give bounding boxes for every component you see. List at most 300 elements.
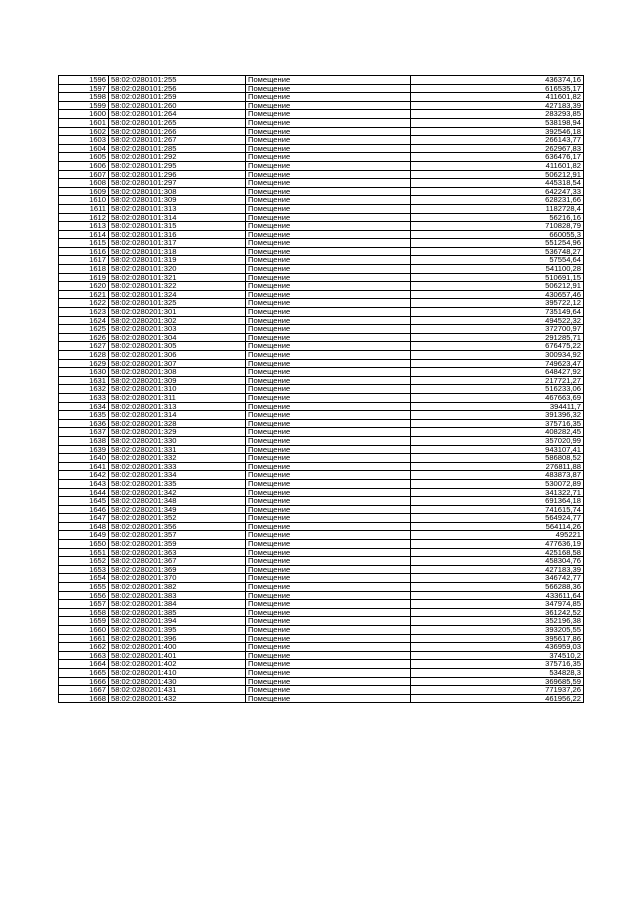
table-row [59,393,584,402]
object-type-cell: Помещение [246,505,411,514]
row-number-cell: 1611 [59,204,109,213]
table-row [59,118,584,127]
cadastral-number-cell: 58:02:0280201:331 [109,445,246,454]
object-type-cell: Помещение [246,308,411,317]
table-row [59,325,584,334]
table-row [59,161,584,170]
cadastral-number-cell: 58:02:0280101:264 [109,110,246,119]
cadastral-value-cell: 393205,55 [411,626,584,635]
row-number-cell: 1615 [59,239,109,248]
cadastral-number-cell: 58:02:0280201:348 [109,497,246,506]
cadastral-value-cell: 494522,32 [411,316,584,325]
table-row [59,600,584,609]
table-row [59,351,584,360]
table-row [59,660,584,669]
table-body [59,76,584,703]
row-number-cell: 1614 [59,230,109,239]
row-number-cell: 1641 [59,462,109,471]
row-number-cell: 1629 [59,359,109,368]
row-number-cell: 1628 [59,351,109,360]
cadastral-number-cell: 58:02:0280201:369 [109,565,246,574]
cadastral-number-cell: 58:02:0280201:314 [109,411,246,420]
row-number-cell: 1608 [59,179,109,188]
object-type-cell: Помещение [246,161,411,170]
cadastral-value-cell: 749623,47 [411,359,584,368]
object-type-cell: Помещение [246,522,411,531]
row-number-cell: 1627 [59,342,109,351]
table-row [59,273,584,282]
row-number-cell: 1662 [59,643,109,652]
cadastral-number-cell: 58:02:0280101:319 [109,256,246,265]
cadastral-value-cell: 495221 [411,531,584,540]
table-row [59,454,584,463]
cadastral-value-cell: 628231,66 [411,196,584,205]
cadastral-value-cell: 56216,16 [411,213,584,222]
row-number-cell: 1642 [59,471,109,480]
table-row [59,308,584,317]
table-row [59,127,584,136]
cadastral-value-cell: 427183,39 [411,101,584,110]
cadastral-number-cell: 58:02:0280101:320 [109,265,246,274]
cadastral-value-cell: 710828,79 [411,222,584,231]
table-row [59,84,584,93]
cadastral-number-cell: 58:02:0280201:396 [109,634,246,643]
cadastral-number-cell: 58:02:0280201:308 [109,368,246,377]
cadastral-value-cell: 458304,76 [411,557,584,566]
cadastral-value-cell: 483873,87 [411,471,584,480]
table-row [59,290,584,299]
cadastral-value-cell: 346742,77 [411,574,584,583]
object-type-cell: Помещение [246,531,411,540]
cadastral-number-cell: 58:02:0280101:267 [109,136,246,145]
cadastral-value-cell: 538198,94 [411,118,584,127]
cadastral-number-cell: 58:02:0280101:255 [109,76,246,85]
cadastral-number-cell: 58:02:0280101:295 [109,161,246,170]
cadastral-value-cell: 477636,19 [411,540,584,549]
row-number-cell: 1624 [59,316,109,325]
table-row [59,583,584,592]
cadastral-number-cell: 58:02:0280201:301 [109,308,246,317]
object-type-cell: Помещение [246,196,411,205]
row-number-cell: 1645 [59,497,109,506]
row-number-cell: 1637 [59,428,109,437]
object-type-cell: Помещение [246,187,411,196]
row-number-cell: 1634 [59,402,109,411]
row-number-cell: 1602 [59,127,109,136]
object-type-cell: Помещение [246,265,411,274]
table-row [59,359,584,368]
row-number-cell: 1664 [59,660,109,669]
table-row [59,144,584,153]
object-type-cell: Помещение [246,359,411,368]
object-type-cell: Помещение [246,651,411,660]
table-row [59,101,584,110]
object-type-cell: Помещение [246,93,411,102]
object-type-cell: Помещение [246,608,411,617]
row-number-cell: 1650 [59,540,109,549]
object-type-cell: Помещение [246,600,411,609]
row-number-cell: 1661 [59,634,109,643]
table-row [59,471,584,480]
cadastral-value-cell: 357020,99 [411,436,584,445]
object-type-cell: Помещение [246,325,411,334]
cadastral-value-cell: 411601,82 [411,161,584,170]
cadastral-value-cell: 369685,59 [411,677,584,686]
table-row [59,557,584,566]
cadastral-value-cell: 943107,41 [411,445,584,454]
table-row [59,445,584,454]
object-type-cell: Помещение [246,540,411,549]
row-number-cell: 1599 [59,101,109,110]
table-row [59,574,584,583]
cadastral-value-cell: 467663,69 [411,393,584,402]
row-number-cell: 1596 [59,76,109,85]
row-number-cell: 1609 [59,187,109,196]
table-row [59,497,584,506]
table-row [59,548,584,557]
table-row [59,136,584,145]
cadastral-number-cell: 58:02:0280201:342 [109,488,246,497]
cadastral-number-cell: 58:02:0280201:332 [109,454,246,463]
cadastral-number-cell: 58:02:0280201:302 [109,316,246,325]
object-type-cell: Помещение [246,479,411,488]
cadastral-value-cell: 375716,35 [411,419,584,428]
object-type-cell: Помещение [246,230,411,239]
cadastral-value-cell: 217721,27 [411,376,584,385]
table-row [59,265,584,274]
table-row [59,488,584,497]
object-type-cell: Помещение [246,136,411,145]
row-number-cell: 1604 [59,144,109,153]
cadastral-value-cell: 445318,54 [411,179,584,188]
row-number-cell: 1651 [59,548,109,557]
row-number-cell: 1603 [59,136,109,145]
table-row [59,110,584,119]
table-row [59,368,584,377]
table-row [59,179,584,188]
row-number-cell: 1640 [59,454,109,463]
cadastral-value-cell: 262967,83 [411,144,584,153]
cadastral-number-cell: 58:02:0280201:304 [109,333,246,342]
row-number-cell: 1663 [59,651,109,660]
table-row [59,591,584,600]
object-type-cell: Помещение [246,634,411,643]
cadastral-number-cell: 58:02:0280201:335 [109,479,246,488]
object-type-cell: Помещение [246,351,411,360]
object-type-cell: Помещение [246,282,411,291]
table-row [59,230,584,239]
row-number-cell: 1617 [59,256,109,265]
row-number-cell: 1649 [59,531,109,540]
cadastral-value-cell: 283293,85 [411,110,584,119]
object-type-cell: Помещение [246,643,411,652]
cadastral-value-cell: 616535,17 [411,84,584,93]
table-row [59,385,584,394]
cadastral-number-cell: 58:02:0280201:306 [109,351,246,360]
cadastral-value-cell: 506212,91 [411,282,584,291]
cadastral-value-cell: 427183,39 [411,565,584,574]
row-number-cell: 1622 [59,299,109,308]
object-type-cell: Помещение [246,342,411,351]
object-type-cell: Помещение [246,497,411,506]
cadastral-number-cell: 58:02:0280201:402 [109,660,246,669]
object-type-cell: Помещение [246,548,411,557]
table-row [59,436,584,445]
row-number-cell: 1610 [59,196,109,205]
cadastral-value-cell: 391396,32 [411,411,584,420]
cadastral-value-cell: 461956,22 [411,694,584,703]
object-type-cell: Помещение [246,316,411,325]
cadastral-number-cell: 58:02:0280101:308 [109,187,246,196]
cadastral-number-cell: 58:02:0280101:315 [109,222,246,231]
row-number-cell: 1633 [59,393,109,402]
row-number-cell: 1616 [59,247,109,256]
row-number-cell: 1665 [59,668,109,677]
cadastral-number-cell: 58:02:0280201:311 [109,393,246,402]
object-type-cell: Помещение [246,454,411,463]
object-type-cell: Помещение [246,127,411,136]
cadastral-number-cell: 58:02:0280201:367 [109,557,246,566]
table-row [59,316,584,325]
object-type-cell: Помещение [246,574,411,583]
table-row [59,256,584,265]
cadastral-number-cell: 58:02:0280201:410 [109,668,246,677]
table-row [59,686,584,695]
object-type-cell: Помещение [246,385,411,394]
cadastral-value-cell: 347974,85 [411,600,584,609]
cadastral-value-cell: 541100,28 [411,265,584,274]
table-row [59,222,584,231]
object-type-cell: Помещение [246,273,411,282]
table-row [59,282,584,291]
cadastral-value-cell: 586808,52 [411,454,584,463]
row-number-cell: 1597 [59,84,109,93]
object-type-cell: Помещение [246,256,411,265]
cadastral-number-cell: 58:02:0280201:382 [109,583,246,592]
cadastral-number-cell: 58:02:0280101:316 [109,230,246,239]
cadastral-number-cell: 58:02:0280201:357 [109,531,246,540]
cadastral-number-cell: 58:02:0280201:395 [109,626,246,635]
cadastral-value-cell: 506212,91 [411,170,584,179]
object-type-cell: Помещение [246,583,411,592]
row-number-cell: 1668 [59,694,109,703]
row-number-cell: 1601 [59,118,109,127]
object-type-cell: Помещение [246,76,411,85]
cadastral-number-cell: 58:02:0280101:259 [109,93,246,102]
cadastral-value-cell: 341322,71 [411,488,584,497]
cadastral-value-cell: 436374,16 [411,76,584,85]
row-number-cell: 1644 [59,488,109,497]
cadastral-value-cell: 648427,92 [411,368,584,377]
table-row [59,643,584,652]
object-type-cell: Помещение [246,179,411,188]
row-number-cell: 1600 [59,110,109,119]
object-type-cell: Помещение [246,428,411,437]
cadastral-number-cell: 58:02:0280101:309 [109,196,246,205]
cadastral-value-cell: 691364,18 [411,497,584,506]
cadastral-value-cell: 408282,45 [411,428,584,437]
cadastral-value-cell: 372700,97 [411,325,584,334]
row-number-cell: 1656 [59,591,109,600]
row-number-cell: 1646 [59,505,109,514]
cadastral-value-cell: 374510,2 [411,651,584,660]
table-row [59,677,584,686]
table-row [59,565,584,574]
table-row [59,411,584,420]
row-number-cell: 1653 [59,565,109,574]
cadastral-value-cell: 660055,3 [411,230,584,239]
object-type-cell: Помещение [246,213,411,222]
object-type-cell: Помещение [246,411,411,420]
object-type-cell: Помещение [246,677,411,686]
cadastral-number-cell: 58:02:0280101:313 [109,204,246,213]
object-type-cell: Помещение [246,84,411,93]
table-row [59,514,584,523]
object-type-cell: Помещение [246,402,411,411]
table-row [59,419,584,428]
cadastral-number-cell: 58:02:0280201:359 [109,540,246,549]
object-type-cell: Помещение [246,153,411,162]
object-type-cell: Помещение [246,368,411,377]
row-number-cell: 1657 [59,600,109,609]
cadastral-value-cell: 395617,86 [411,634,584,643]
cadastral-number-cell: 58:02:0280201:430 [109,677,246,686]
table-row [59,668,584,677]
table-row [59,522,584,531]
object-type-cell: Помещение [246,436,411,445]
cadastral-number-cell: 58:02:0280201:307 [109,359,246,368]
cadastral-value-cell: 676475,22 [411,342,584,351]
table-row [59,694,584,703]
cadastral-number-cell: 58:02:0280101:292 [109,153,246,162]
cadastral-value-cell: 564114,26 [411,522,584,531]
row-number-cell: 1630 [59,368,109,377]
object-type-cell: Помещение [246,488,411,497]
cadastral-number-cell: 58:02:0280201:310 [109,385,246,394]
cadastral-number-cell: 58:02:0280201:352 [109,514,246,523]
table-row [59,428,584,437]
row-number-cell: 1626 [59,333,109,342]
cadastral-number-cell: 58:02:0280101:260 [109,101,246,110]
object-type-cell: Помещение [246,393,411,402]
table-row [59,196,584,205]
cadastral-number-cell: 58:02:0280101:318 [109,247,246,256]
cadastral-number-cell: 58:02:0280101:314 [109,213,246,222]
cadastral-value-cell: 510691,15 [411,273,584,282]
cadastral-number-cell: 58:02:0280201:305 [109,342,246,351]
table-row [59,76,584,85]
object-type-cell: Помещение [246,247,411,256]
table-row [59,462,584,471]
cadastral-number-cell: 58:02:0280101:324 [109,290,246,299]
cadastral-number-cell: 58:02:0280101:325 [109,299,246,308]
cadastral-value-cell: 642247,33 [411,187,584,196]
cadastral-number-cell: 58:02:0280201:303 [109,325,246,334]
object-type-cell: Помещение [246,617,411,626]
object-type-cell: Помещение [246,514,411,523]
table-row [59,213,584,222]
table-row [59,342,584,351]
row-number-cell: 1647 [59,514,109,523]
cadastral-value-cell: 636476,17 [411,153,584,162]
row-number-cell: 1598 [59,93,109,102]
cadastral-number-cell: 58:02:0280201:330 [109,436,246,445]
table-row [59,153,584,162]
cadastral-value-cell: 375716,35 [411,660,584,669]
cadastral-number-cell: 58:02:0280201:400 [109,643,246,652]
cadastral-value-cell: 57554,64 [411,256,584,265]
cadastral-number-cell: 58:02:0280101:296 [109,170,246,179]
cadastral-value-cell: 566288,36 [411,583,584,592]
table-row [59,402,584,411]
object-type-cell: Помещение [246,333,411,342]
cadastral-number-cell: 58:02:0280101:297 [109,179,246,188]
row-number-cell: 1667 [59,686,109,695]
cadastral-value-cell: 433611,64 [411,591,584,600]
row-number-cell: 1635 [59,411,109,420]
object-type-cell: Помещение [246,462,411,471]
table-row [59,626,584,635]
row-number-cell: 1612 [59,213,109,222]
cadastral-number-cell: 58:02:0280101:321 [109,273,246,282]
object-type-cell: Помещение [246,445,411,454]
cadastral-value-cell: 551254,96 [411,239,584,248]
table-row [59,531,584,540]
table-row [59,170,584,179]
cadastral-number-cell: 58:02:0280201:334 [109,471,246,480]
row-number-cell: 1605 [59,153,109,162]
row-number-cell: 1621 [59,290,109,299]
object-type-cell: Помещение [246,557,411,566]
object-type-cell: Помещение [246,686,411,695]
row-number-cell: 1659 [59,617,109,626]
cadastral-number-cell: 58:02:0280201:394 [109,617,246,626]
table-row [59,479,584,488]
row-number-cell: 1638 [59,436,109,445]
cadastral-table [58,75,584,703]
cadastral-number-cell: 58:02:0280201:329 [109,428,246,437]
cadastral-value-cell: 395722,12 [411,299,584,308]
cadastral-value-cell: 352196,38 [411,617,584,626]
row-number-cell: 1619 [59,273,109,282]
table-row [59,93,584,102]
object-type-cell: Помещение [246,299,411,308]
cadastral-value-cell: 1182728,4 [411,204,584,213]
cadastral-value-cell: 392546,18 [411,127,584,136]
cadastral-number-cell: 58:02:0280201:401 [109,651,246,660]
cadastral-value-cell: 436959,03 [411,643,584,652]
object-type-cell: Помещение [246,204,411,213]
object-type-cell: Помещение [246,222,411,231]
cadastral-value-cell: 411601,82 [411,93,584,102]
cadastral-value-cell: 394411,7 [411,402,584,411]
table-row [59,540,584,549]
cadastral-number-cell: 58:02:0280101:317 [109,239,246,248]
cadastral-number-cell: 58:02:0280201:356 [109,522,246,531]
row-number-cell: 1660 [59,626,109,635]
cadastral-value-cell: 291285,71 [411,333,584,342]
table-row [59,376,584,385]
cadastral-number-cell: 58:02:0280201:363 [109,548,246,557]
row-number-cell: 1652 [59,557,109,566]
cadastral-number-cell: 58:02:0280201:349 [109,505,246,514]
cadastral-number-cell: 58:02:0280101:285 [109,144,246,153]
row-number-cell: 1625 [59,325,109,334]
cadastral-value-cell: 361242,52 [411,608,584,617]
cadastral-number-cell: 58:02:0280101:322 [109,282,246,291]
cadastral-number-cell: 58:02:0280201:385 [109,608,246,617]
cadastral-value-cell: 741615,74 [411,505,584,514]
